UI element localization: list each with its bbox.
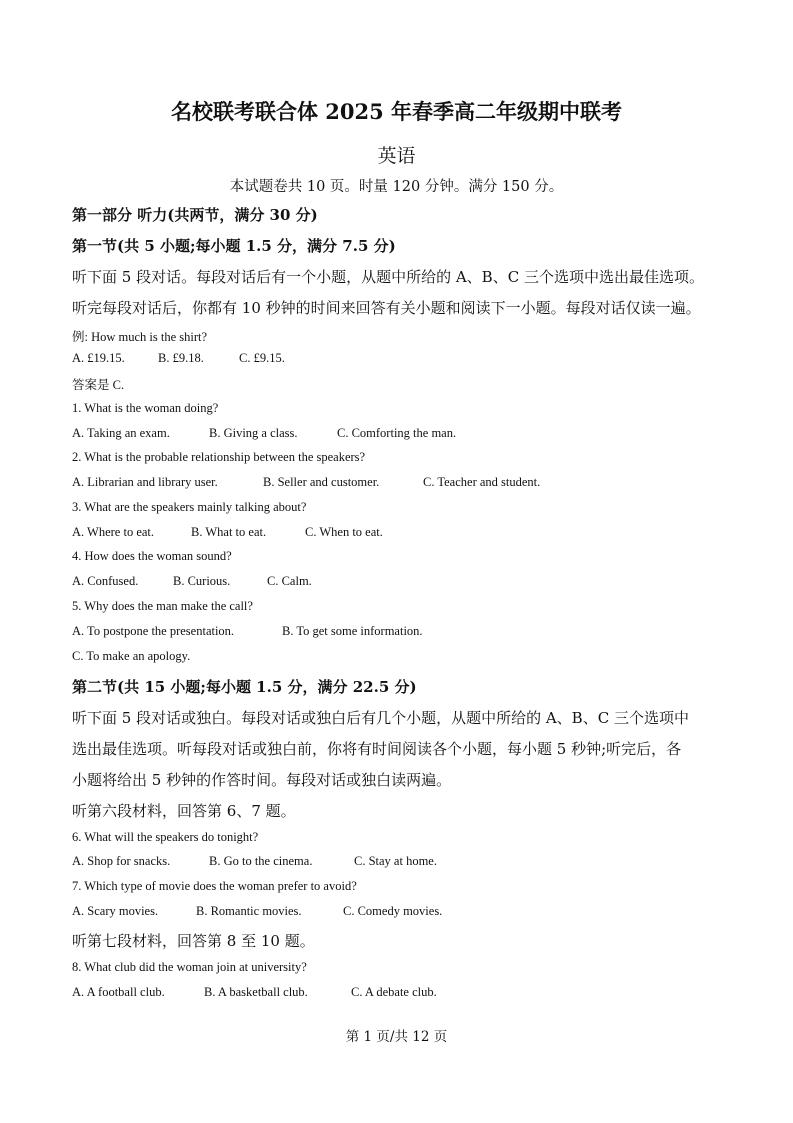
option-b: B. Romantic movies.	[196, 904, 302, 918]
material-6-heading: 听第六段材料，回答第 6、7 题。	[72, 802, 296, 820]
option-a: A. Librarian and library user.	[72, 475, 218, 489]
question-6: 6. What will the speakers do tonight?	[72, 830, 259, 844]
exam-info: 本试题卷共 10 页。时量 120 分钟。满分 150 分。	[229, 179, 564, 195]
option-c: C. Comforting the man.	[337, 426, 457, 440]
question-4-options	[72, 574, 312, 589]
question-1-options	[72, 426, 456, 441]
option-b: B. A basketball club.	[204, 985, 308, 999]
option-a: A. A football club.	[72, 985, 165, 999]
option-b: B. £9.18.	[158, 351, 204, 365]
option-a: A. Scary movies.	[72, 904, 159, 918]
section2-instruction-line-2: 选出最佳选项。听每段对话或独白前，你将有时间阅读各个小题，每小题 5 秒钟;听完后，各	[72, 740, 682, 758]
option-a: A. Confused.	[72, 574, 139, 588]
option-b: B. Curious.	[173, 574, 231, 588]
option-c: C. Stay at home.	[354, 854, 437, 868]
question-7-options	[72, 904, 442, 919]
example-answer: 答案是 C.	[72, 378, 125, 392]
option-c: C. Calm.	[267, 574, 312, 588]
example-question: 例: How much is the shirt?	[72, 330, 208, 344]
example-options	[72, 351, 285, 366]
option-c: C. £9.15.	[239, 351, 285, 365]
section2-instruction-line-3: 小题将给出 5 秒钟的作答时间。每段对话或独白读两遍。	[72, 771, 452, 789]
question-2: 2. What is the probable relationship between the speakers?	[72, 450, 366, 464]
page-footer: 第 1 页/共 12 页	[345, 1029, 448, 1045]
option-c: C. Comedy movies.	[343, 904, 443, 918]
option-b: B. Go to the cinema.	[209, 854, 313, 868]
option-a: A. £19.15.	[72, 351, 125, 365]
option-c: C. Teacher and student.	[423, 475, 541, 489]
question-7: 7. Which type of movie does the woman prefer to avoid?	[72, 879, 357, 893]
option-b: B. Giving a class.	[209, 426, 298, 440]
section1-instruction-line-1: 听下面 5 段对话。每段对话后有一个小题，从题中所给的 A、B、C 三个选项中选出最佳选项。	[72, 268, 704, 286]
option-c: C. A debate club.	[351, 985, 437, 999]
subject-title: 英语	[377, 145, 416, 167]
question-4: 4. How does the woman sound?	[72, 549, 232, 563]
option-b: B. What to eat.	[191, 525, 267, 539]
section2-instruction-line-1: 听下面 5 段对话或独白。每段对话或独白后有几个小题，从题中所给的 A、B、C 三个选项中	[72, 709, 689, 727]
question-3-options	[72, 525, 383, 540]
section1-instruction-line-2: 听完每段对话后，你都有 10 秒钟的时间来回答有关小题和阅读下一小题。每段对话仅读一遍。	[72, 299, 701, 317]
option-b: B. To get some information.	[282, 624, 423, 638]
section1-heading: 第一节(共 5 小题;每小题 1.5 分，满分 7.5 分)	[72, 237, 396, 255]
option-b: B. Seller and customer.	[263, 475, 380, 489]
option-c: C. When to eat.	[305, 525, 383, 539]
question-3: 3. What are the speakers mainly talking about?	[72, 500, 307, 514]
question-1: 1. What is the woman doing?	[72, 401, 219, 415]
option-a: A. To postpone the presentation.	[72, 624, 235, 638]
question-5-options	[72, 624, 423, 639]
question-5: 5. Why does the man make the call?	[72, 599, 253, 613]
option-a: A. Taking an exam.	[72, 426, 170, 440]
question-2-options	[72, 475, 540, 490]
option-a: A. Where to eat.	[72, 525, 155, 539]
question-8: 8. What club did the woman join at university?	[72, 960, 307, 974]
option-a: A. Shop for snacks.	[72, 854, 171, 868]
material-7-heading: 听第七段材料，回答第 8 至 10 题。	[72, 932, 315, 950]
question-8-options	[72, 985, 437, 1000]
part1-heading: 第一部分 听力(共两节，满分 30 分)	[72, 206, 318, 224]
question-5-option-c: C. To make an apology.	[72, 649, 191, 663]
exam-title: 名校联考联合体 2025 年春季高二年级期中联考	[170, 99, 623, 124]
question-6-options	[72, 854, 437, 869]
section2-heading: 第二节(共 15 小题;每小题 1.5 分，满分 22.5 分)	[72, 678, 417, 696]
